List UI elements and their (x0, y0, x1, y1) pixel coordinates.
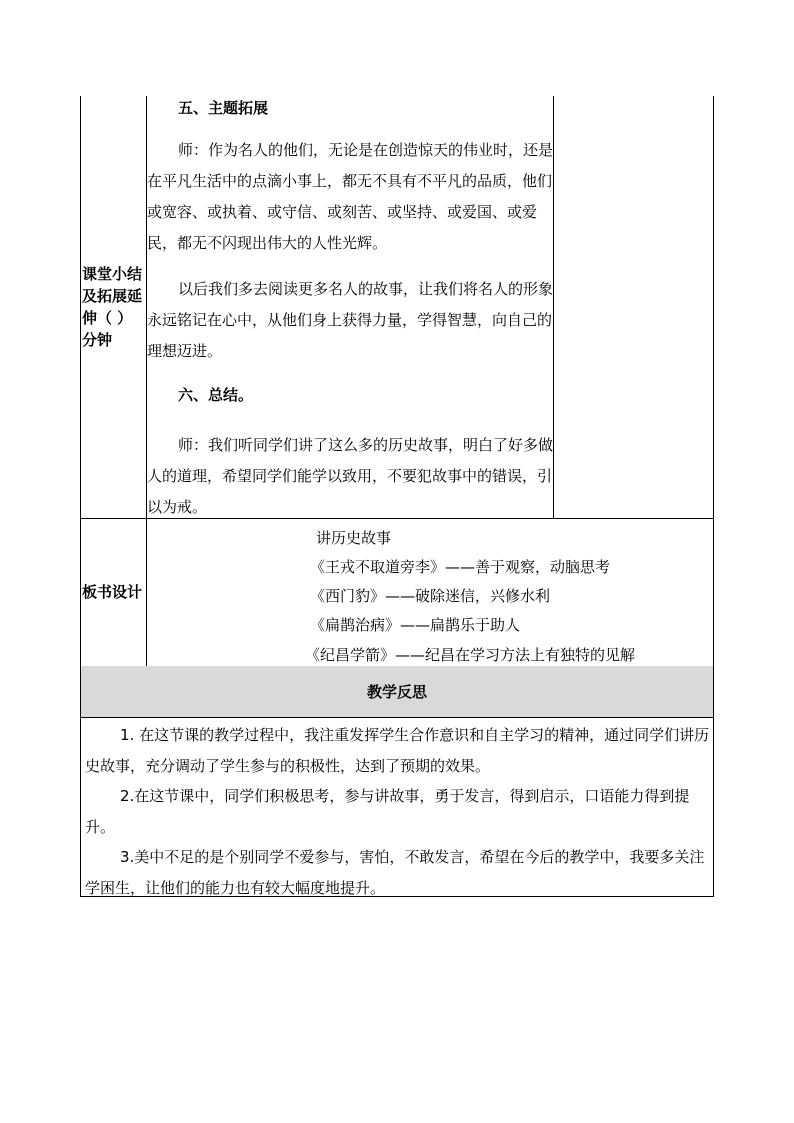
summary-paragraph-3: 师：我们听同学们讲了这么多的历史故事，明白了好多做人的道理，希望同学们能学以致用，不要犯故事中的错误，引以为戒。 (147, 436, 554, 516)
summary-paragraph-1: 师：作为名人的他们，无论是在创造惊天的伟业时，还是在平凡生活中的点滴小事上，都无不具有不平凡的品质，他们或宽容、或执着、或守信、或刻苦、或坚持、或爱国、或爱民，都无不闪现出伟大的人性光辉。 (147, 141, 554, 252)
reflection-item-2: 2.在这节课中，同学们积极思考，参与讲故事，勇于发言，得到启示，口语能力得到提升。 (85, 787, 690, 836)
heading-topic-extension: 五、主题拓展 (178, 99, 269, 117)
board-line-3: 《扁鹊治病》——扁鹊乐于助人 (310, 616, 521, 634)
board-section-label: 板书设计 (82, 583, 143, 601)
board-line-2: 《西门豹》——破除迷信，兴修水利 (310, 587, 551, 605)
reflection-head-bottom-border (80, 717, 714, 718)
table-right-border (713, 96, 714, 897)
summary-section-label: 课堂小结及拓展延伸（ ）分钟 (82, 265, 143, 349)
reflection-item-3: 3.美中不足的是个别同学不爱参与，害怕，不敢发言，希望在今后的教学中，我要多关注学困生，让他们的能力也有较大幅度地提升。 (85, 848, 705, 897)
summary-right-divider (553, 96, 554, 518)
board-line-1: 《王戎不取道旁李》——善于观察，动脑思考 (310, 558, 611, 576)
heading-conclusion: 六、总结。 (178, 386, 254, 404)
board-line-title: 讲历史故事 (316, 529, 392, 547)
summary-paragraph-2: 以后我们多去阅读更多名人的故事，让我们将名人的形象永远铭记在心中，从他们身上获得力量，学得智慧，向自己的理想迈进。 (147, 280, 554, 360)
table-left-border (80, 96, 81, 897)
board-line-4: 《纪昌学箭》——纪昌在学习方法上有独特的见解 (305, 646, 636, 664)
reflection-item-1: 1. 在这节课的教学过程中，我注重发挥学生合作意识和自主学习的精神，通过同学们讲历史故事，充分调动了学生参与的积极性，达到了预期的效果。 (85, 726, 710, 775)
reflection-title: 教学反思 (366, 683, 427, 701)
